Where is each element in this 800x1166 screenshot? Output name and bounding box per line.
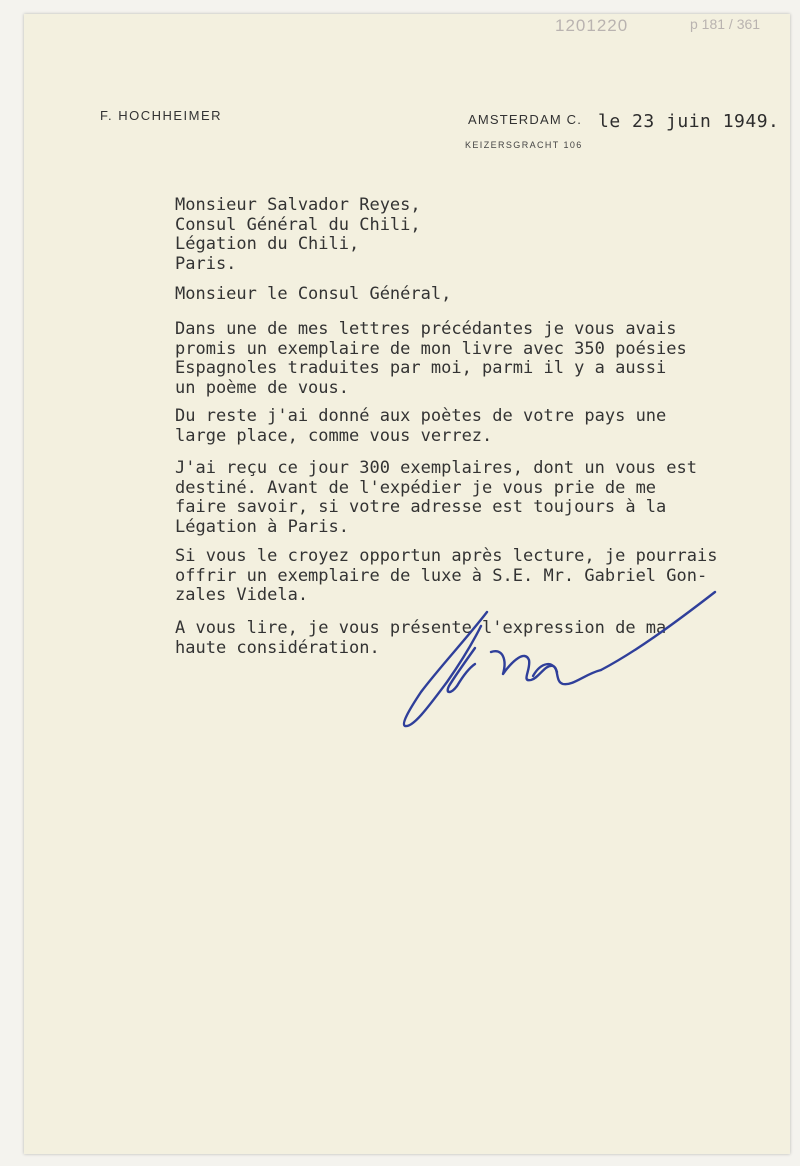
- letterhead-street: KEIZERSGRACHT 106: [465, 140, 583, 150]
- archive-page-number: p 181 / 361: [690, 16, 761, 32]
- letterhead-place: AMSTERDAM C.: [468, 112, 583, 127]
- sender-name: F. HOCHHEIMER: [100, 108, 223, 123]
- salutation: Monsieur le Consul Général,: [175, 284, 452, 304]
- handwritten-signature: [395, 590, 725, 740]
- addressee-block: Monsieur Salvador Reyes, Consul Général du Chili, Légation du Chili, Paris.: [175, 195, 421, 274]
- archive-number: 1201220: [555, 16, 629, 35]
- paragraph-2: Du reste j'ai donné aux poètes de votre pays une large place, comme vous verrez.: [175, 406, 667, 446]
- paragraph-1: Dans une de mes lettres précédantes je vous avais promis un exemplaire de mon livre avec 350 poésies Espagnoles traduites par moi, parmi il y a aussi un poème de vous.: [175, 319, 687, 398]
- paragraph-3: J'ai reçu ce jour 300 exemplaires, dont un vous est destiné. Avant de l'expédier je vous prie de me faire savoir, si votre adresse est toujours à la Légation à Paris.: [175, 458, 697, 537]
- letter-date: le 23 juin 1949.: [598, 111, 780, 132]
- paragraph-4: Si vous le croyez opportun après lecture, je pourrais offrir un exemplaire de luxe à S.E. Mr. Gabriel Gon- zales Videla.: [175, 546, 718, 605]
- closing-paragraph: A vous lire, je vous présente l'expression de ma haute considération.: [175, 618, 667, 658]
